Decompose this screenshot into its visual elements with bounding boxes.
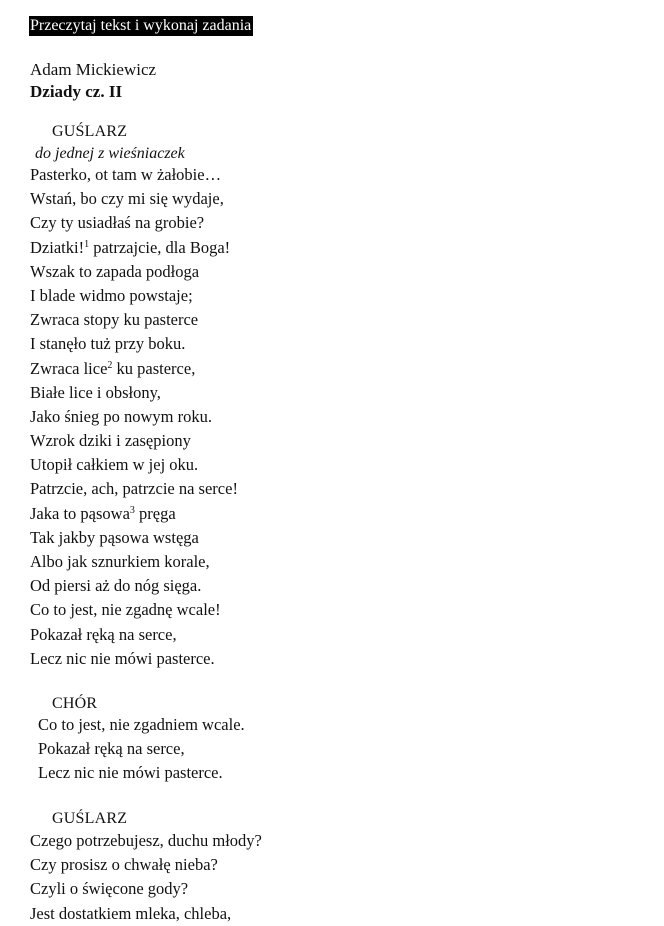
verse-line: Białe lice i obsłony, bbox=[30, 382, 161, 402]
footnote-marker: 1 bbox=[84, 238, 90, 250]
verse-block-1 bbox=[30, 163, 238, 671]
verse-line: Pokazał ręką na serce, bbox=[30, 624, 177, 644]
verse-line: Pasterko, ot tam w żałobie… bbox=[30, 165, 222, 184]
verse-line: Utopił całkiem w jej oku. bbox=[30, 455, 199, 475]
verse-line: Zwraca stopy ku pasterce bbox=[30, 310, 199, 330]
verse-line: I stanęło tuż przy boku. bbox=[30, 334, 186, 354]
verse-line: Tak jakby pąsowa wstęga bbox=[30, 527, 199, 547]
verse-line: Zwraca lice$^2$ ku pasterce, bbox=[30, 358, 196, 378]
speaker-guslarz: GUŚLARZ bbox=[52, 123, 128, 140]
instruction-header: Przeczytaj tekst i wykonaj zadania bbox=[30, 17, 252, 34]
footnote-marker: 3 bbox=[129, 504, 135, 516]
verse-line: Albo jak sznurkiem korale, bbox=[30, 552, 210, 571]
verse-line: Jako śnieg po nowym roku. bbox=[30, 406, 212, 426]
verse-line: Patrzcie, ach, patrzcie na serce! bbox=[30, 479, 238, 499]
verse-line: Czyli o święcone gody? bbox=[30, 879, 189, 899]
verse-block-3 bbox=[30, 829, 262, 926]
verse-line: Lecz nic nie mówi pasterce. bbox=[38, 763, 223, 783]
work-title: Dziady cz. II bbox=[30, 82, 123, 101]
verse-line: Co to jest, nie zgadniem wcale. bbox=[38, 715, 245, 734]
verse-line: Dziatki!$^1$ patrzajcie, dla Boga! bbox=[30, 237, 231, 257]
stage-direction: do jednej z wieśniaczek bbox=[35, 145, 185, 162]
verse-line: Co to jest, nie zgadnę wcale! bbox=[30, 600, 221, 620]
author-name: Adam Mickiewicz bbox=[30, 60, 157, 79]
footnote-marker: 2 bbox=[107, 359, 113, 371]
verse-line: Lecz nic nie mówi pasterce. bbox=[30, 648, 215, 668]
verse-line: Jest dostatkiem mleka, chleba, bbox=[30, 903, 232, 923]
verse-line: Wszak to zapada podłoga bbox=[30, 261, 200, 281]
verse-line: Czy ty usiadłaś na grobie? bbox=[30, 213, 205, 233]
verse-line: I blade widmo powstaje; bbox=[30, 285, 193, 305]
verse-line: Wzrok dziki i zasępiony bbox=[30, 431, 191, 451]
verse-line: Czego potrzebujesz, duchu młody? bbox=[30, 831, 262, 850]
speaker-chor: CHÓR bbox=[52, 695, 98, 712]
speaker-guslarz-2: GUŚLARZ bbox=[52, 810, 128, 827]
verse-line: Wstań, bo czy mi się wydaje, bbox=[30, 189, 224, 209]
verse-line: Od piersi aż do nóg sięga. bbox=[30, 576, 202, 596]
verse-line: Jaka to pąsowa$^3$ pręga bbox=[30, 503, 176, 523]
verse-block-2 bbox=[38, 713, 245, 786]
verse-line: Pokazał ręką na serce, bbox=[38, 739, 185, 759]
verse-line: Czy prosisz o chwałę nieba? bbox=[30, 855, 218, 875]
